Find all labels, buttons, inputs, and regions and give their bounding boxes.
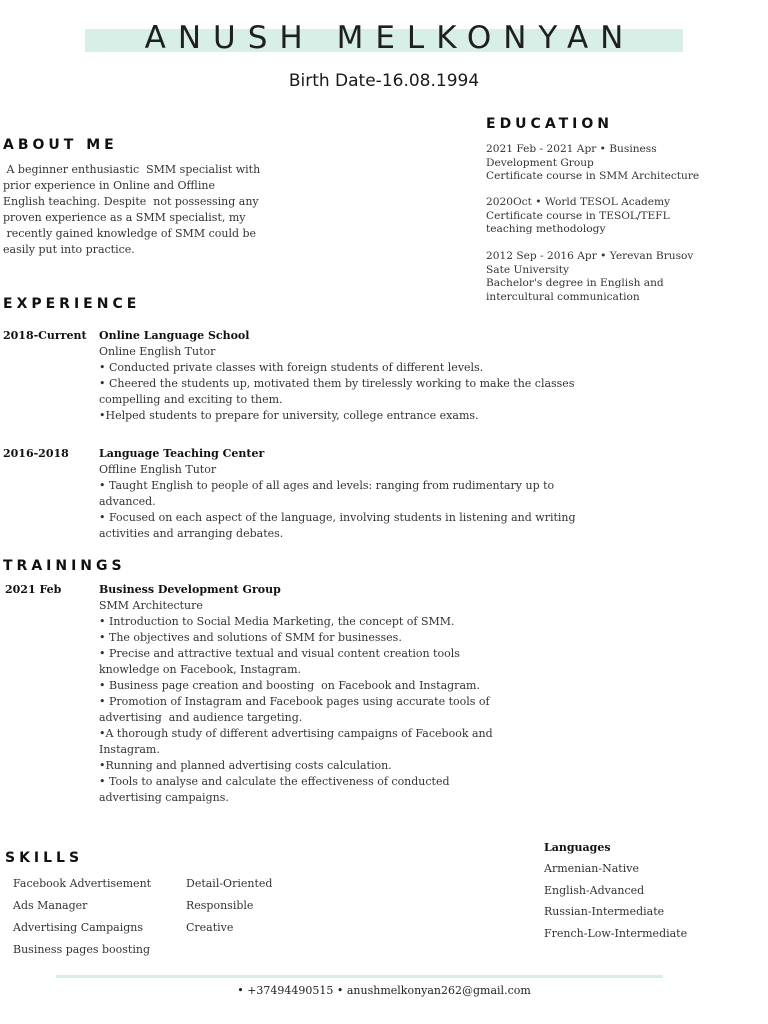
about-line: English teaching. Despite not possessing any [3, 195, 259, 208]
skill-item: Creative [186, 921, 234, 934]
education-line: teaching methodology [486, 223, 606, 235]
skills-heading: SKILLS [5, 850, 84, 866]
education-heading: EDUCATION [486, 116, 613, 132]
about-line: proven experience as a SMM specialist, my [3, 211, 246, 224]
training-line: advertising campaigns. [99, 791, 229, 804]
experience-line: activities and arranging debates. [99, 527, 284, 540]
education-line: 2020Oct • World TESOL Academy [486, 196, 671, 208]
training-entry [99, 582, 493, 806]
education-entry [486, 196, 670, 237]
skill-item: Responsible [186, 899, 254, 912]
training-line: knowledge on Facebook, Instagram. [99, 663, 302, 676]
skill-item: Facebook Advertisement [13, 877, 152, 890]
skill-item: Ads Manager [13, 899, 88, 912]
language-item: French-Low-Intermediate [544, 926, 688, 940]
education-entry [486, 143, 699, 184]
education-line: Bachelor's degree in English and [486, 277, 664, 289]
language-item: Russian-Intermediate [544, 905, 665, 918]
about-heading: ABOUT ME [3, 137, 118, 153]
experience-line: • Cheered the students up, motivated them by tirelessly working to make the classes [99, 377, 575, 390]
training-line: • The objectives and solutions of SMM for businesses. [99, 631, 402, 644]
experience-line: • Focused on each aspect of the language, involving students in listening and writing [99, 511, 576, 524]
birth-date: Birth Date-16.08.1994 [288, 71, 480, 91]
education-line: intercultural communication [486, 290, 640, 303]
training-line: • Promotion of Instagram and Facebook pages using accurate tools of [99, 695, 490, 708]
about-line: recently gained knowledge of SMM could be [3, 227, 257, 240]
training-line: SMM Architecture [99, 599, 203, 612]
training-line: • Tools to analyse and calculate the effectiveness of conducted [99, 775, 450, 788]
training-line: Instagram. [99, 743, 160, 756]
language-item: English-Advanced [544, 883, 645, 897]
experience-line: compelling and exciting to them. [99, 393, 283, 406]
training-line: advertising and audience targeting. [99, 711, 303, 724]
skill-item: Business pages boosting [13, 943, 151, 956]
education-entry [486, 250, 693, 304]
skills-column-1 [13, 873, 151, 961]
skill-item: Detail-Oriented [186, 877, 273, 890]
experience-line: advanced. [99, 495, 156, 508]
training-line: • Precise and attractive textual and visual content creation tools [99, 647, 460, 660]
experience-line: Online English Tutor [99, 345, 216, 358]
education-line: 2021 Feb - 2021 Apr • Business [486, 143, 657, 155]
experience-title: Online Language School [99, 329, 250, 342]
about-text [3, 162, 260, 258]
experience-date: 2018-Current [3, 329, 87, 342]
skills-column-2 [186, 873, 272, 939]
experience-heading: EXPERIENCE [3, 296, 141, 312]
experience-date: 2016-2018 [3, 447, 69, 460]
contact-info: • +37494490515 • anushmelkonyan262@gmail.com [237, 984, 531, 997]
about-line: A beginner enthusiastic SMM specialist with [3, 163, 261, 176]
education-line: Sate University [486, 263, 569, 276]
training-line: •A thorough study of different advertising campaigns of Facebook and [99, 727, 493, 740]
education-line: Development Group [486, 156, 594, 169]
skill-item: Advertising Campaigns [13, 921, 143, 934]
training-line: • Introduction to Social Media Marketing, the concept of SMM. [99, 615, 455, 628]
languages-list [544, 858, 687, 944]
experience-entry [99, 446, 576, 542]
experience-line: • Taught English to people of all ages and levels: ranging from rudimentary up to [99, 479, 555, 492]
education-line: Certificate course in SMM Architecture [486, 170, 700, 182]
training-date: 2021 Feb [5, 583, 62, 596]
trainings-heading: TRAININGS [3, 558, 126, 574]
experience-line: •Helped students to prepare for university, college entrance exams. [99, 409, 479, 422]
languages-heading: Languages [544, 841, 611, 854]
about-line: prior experience in Online and Offline [3, 179, 215, 192]
about-line: easily put into practice. [3, 243, 135, 256]
candidate-name: ANUSH MELKONYAN [144, 20, 636, 56]
training-line: •Running and planned advertising costs calculation. [99, 759, 392, 772]
experience-line: • Conducted private classes with foreign students of different levels. [99, 361, 484, 374]
experience-entry [99, 328, 574, 424]
education-line: Certificate course in TESOL/TEFL [486, 209, 670, 222]
education-line: 2012 Sep - 2016 Apr • Yerevan Brusov [486, 250, 694, 262]
language-item: Armenian-Native [544, 862, 639, 875]
experience-title: Language Teaching Center [99, 447, 265, 460]
experience-line: Offline English Tutor [99, 463, 217, 476]
training-line: • Business page creation and boosting on Facebook and Instagram. [99, 679, 480, 692]
training-title: Business Development Group [99, 583, 281, 596]
footer-divider [56, 975, 663, 978]
